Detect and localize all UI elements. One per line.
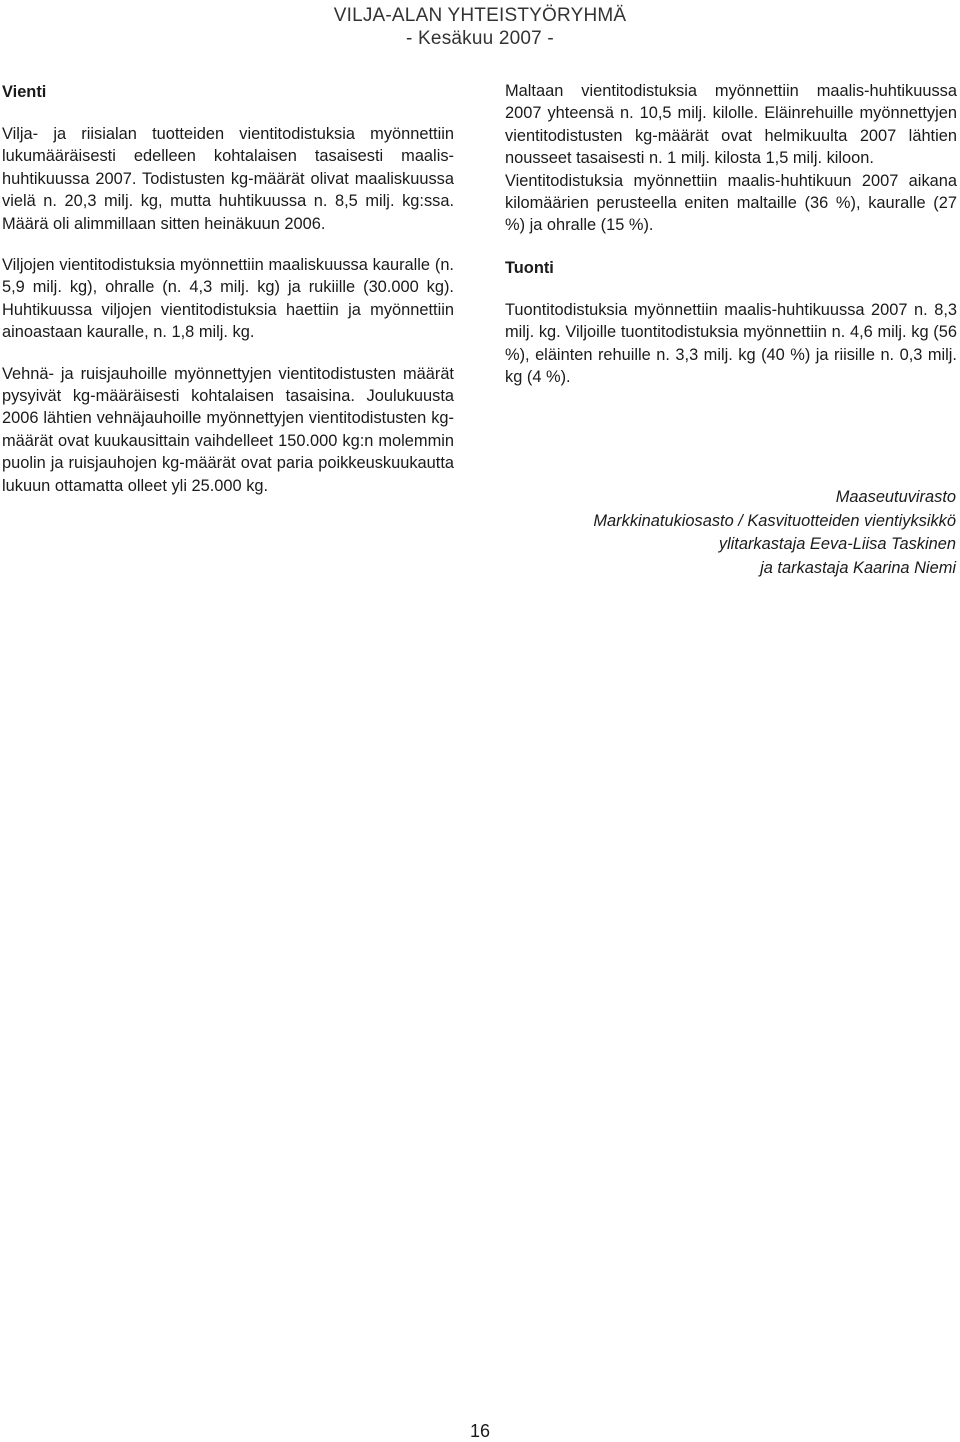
right-column (505, 80, 957, 407)
page-number: 16 (469, 1421, 491, 1441)
section-heading-vienti: Vienti (2, 83, 47, 101)
paragraph-malt-feed-exports: Maltaan vientitodistuksia myönnettiin maalis-huhtikuussa 2007 yhteensä n. 10,5 milj. kilolle. Eläinrehuille myönnettyjen vientitodistusten kg-määrät ovat helmikuulta 2007 lähtien nousseet tasaisesti n. 1 milj. kilosta 1,5 milj. kiloon. (505, 82, 957, 168)
paragraph-grain-exports: Viljojen vientitodistuksia myönnettiin maaliskuussa kauralle (n. 5,9 milj. kg), ohralle (n. 4,3 milj. kg) ja rukiille (30.000 kg). Huhtikuussa viljojen vientitodistuksia haettiin ja myönnettiin ainoastaan kauralle, n. 1,8 milj. kg. (2, 256, 454, 342)
signature-author-1: ylitarkastaja Eeva-Liisa Taskinen (718, 535, 956, 553)
organization-name: VILJA-ALAN YHTEISTYÖRYHMÄ (333, 5, 627, 26)
paragraph-export-overview: Vilja- ja riisialan tuotteiden vientitodistuksia myönnettiin lukumääräisesti edelleen kohtalaisen tasaisesti maalis-huhtikuussa 2007. Todistusten kg-määrät olivat maaliskuussa vielä n. 20,3 milj. kg, mutta huhtikuussa n. 8,5 milj. kg:ssa. Määrä oli alimmillaan sitten heinäkuun 2006. (2, 125, 454, 233)
signature-block (496, 486, 956, 580)
signature-department: Markkinatukiosasto / Kasvituotteiden vientiyksikkö (593, 511, 956, 530)
paragraph-flour-exports: Vehnä- ja ruisjauhoille myönnettyjen vientitodistusten määrät pysyivät kg-määräisesti kohtalaisen tasaisina. Joulukuusta 2006 lähtien vehnäjauhoille myönnettyjen vientitodistusten kg-määrät ovat kuukausittain vaihdelleet 150.000 kg:n molemmin puolin ja ruisjauhojen kg-määrät ovat paria poikkeuskuukautta lukuun ottamatta olleet yli 25.000 kg. (2, 364, 454, 495)
section-heading-tuonti: Tuonti (505, 258, 554, 277)
paragraph-imports: Tuontitodistuksia myönnettiin maalis-huhtikuussa 2007 n. 8,3 milj. kg. Viljoille tuontitodistuksia myönnettiin n. 4,6 milj. kg (56 %), eläinten rehuille n. 3,3 milj. kg (40 %) ja riisille n. 0,3 milj. kg (4 %). (505, 300, 957, 387)
signature-agency: Maaseutuvirasto (835, 488, 956, 506)
paragraph-export-shares: Vientitodistuksia myönnettiin maalis-huhtikuun 2007 aikana kilomäärien perusteella eniten maltaille (36 %), kauralle (27 %) ja ohralle (15 %). (505, 171, 957, 235)
page-header (0, 4, 960, 50)
signature-author-2: ja tarkastaja Kaarina Niemi (760, 558, 956, 577)
left-column (2, 80, 454, 516)
issue-date: - Kesäkuu 2007 - (406, 28, 554, 49)
